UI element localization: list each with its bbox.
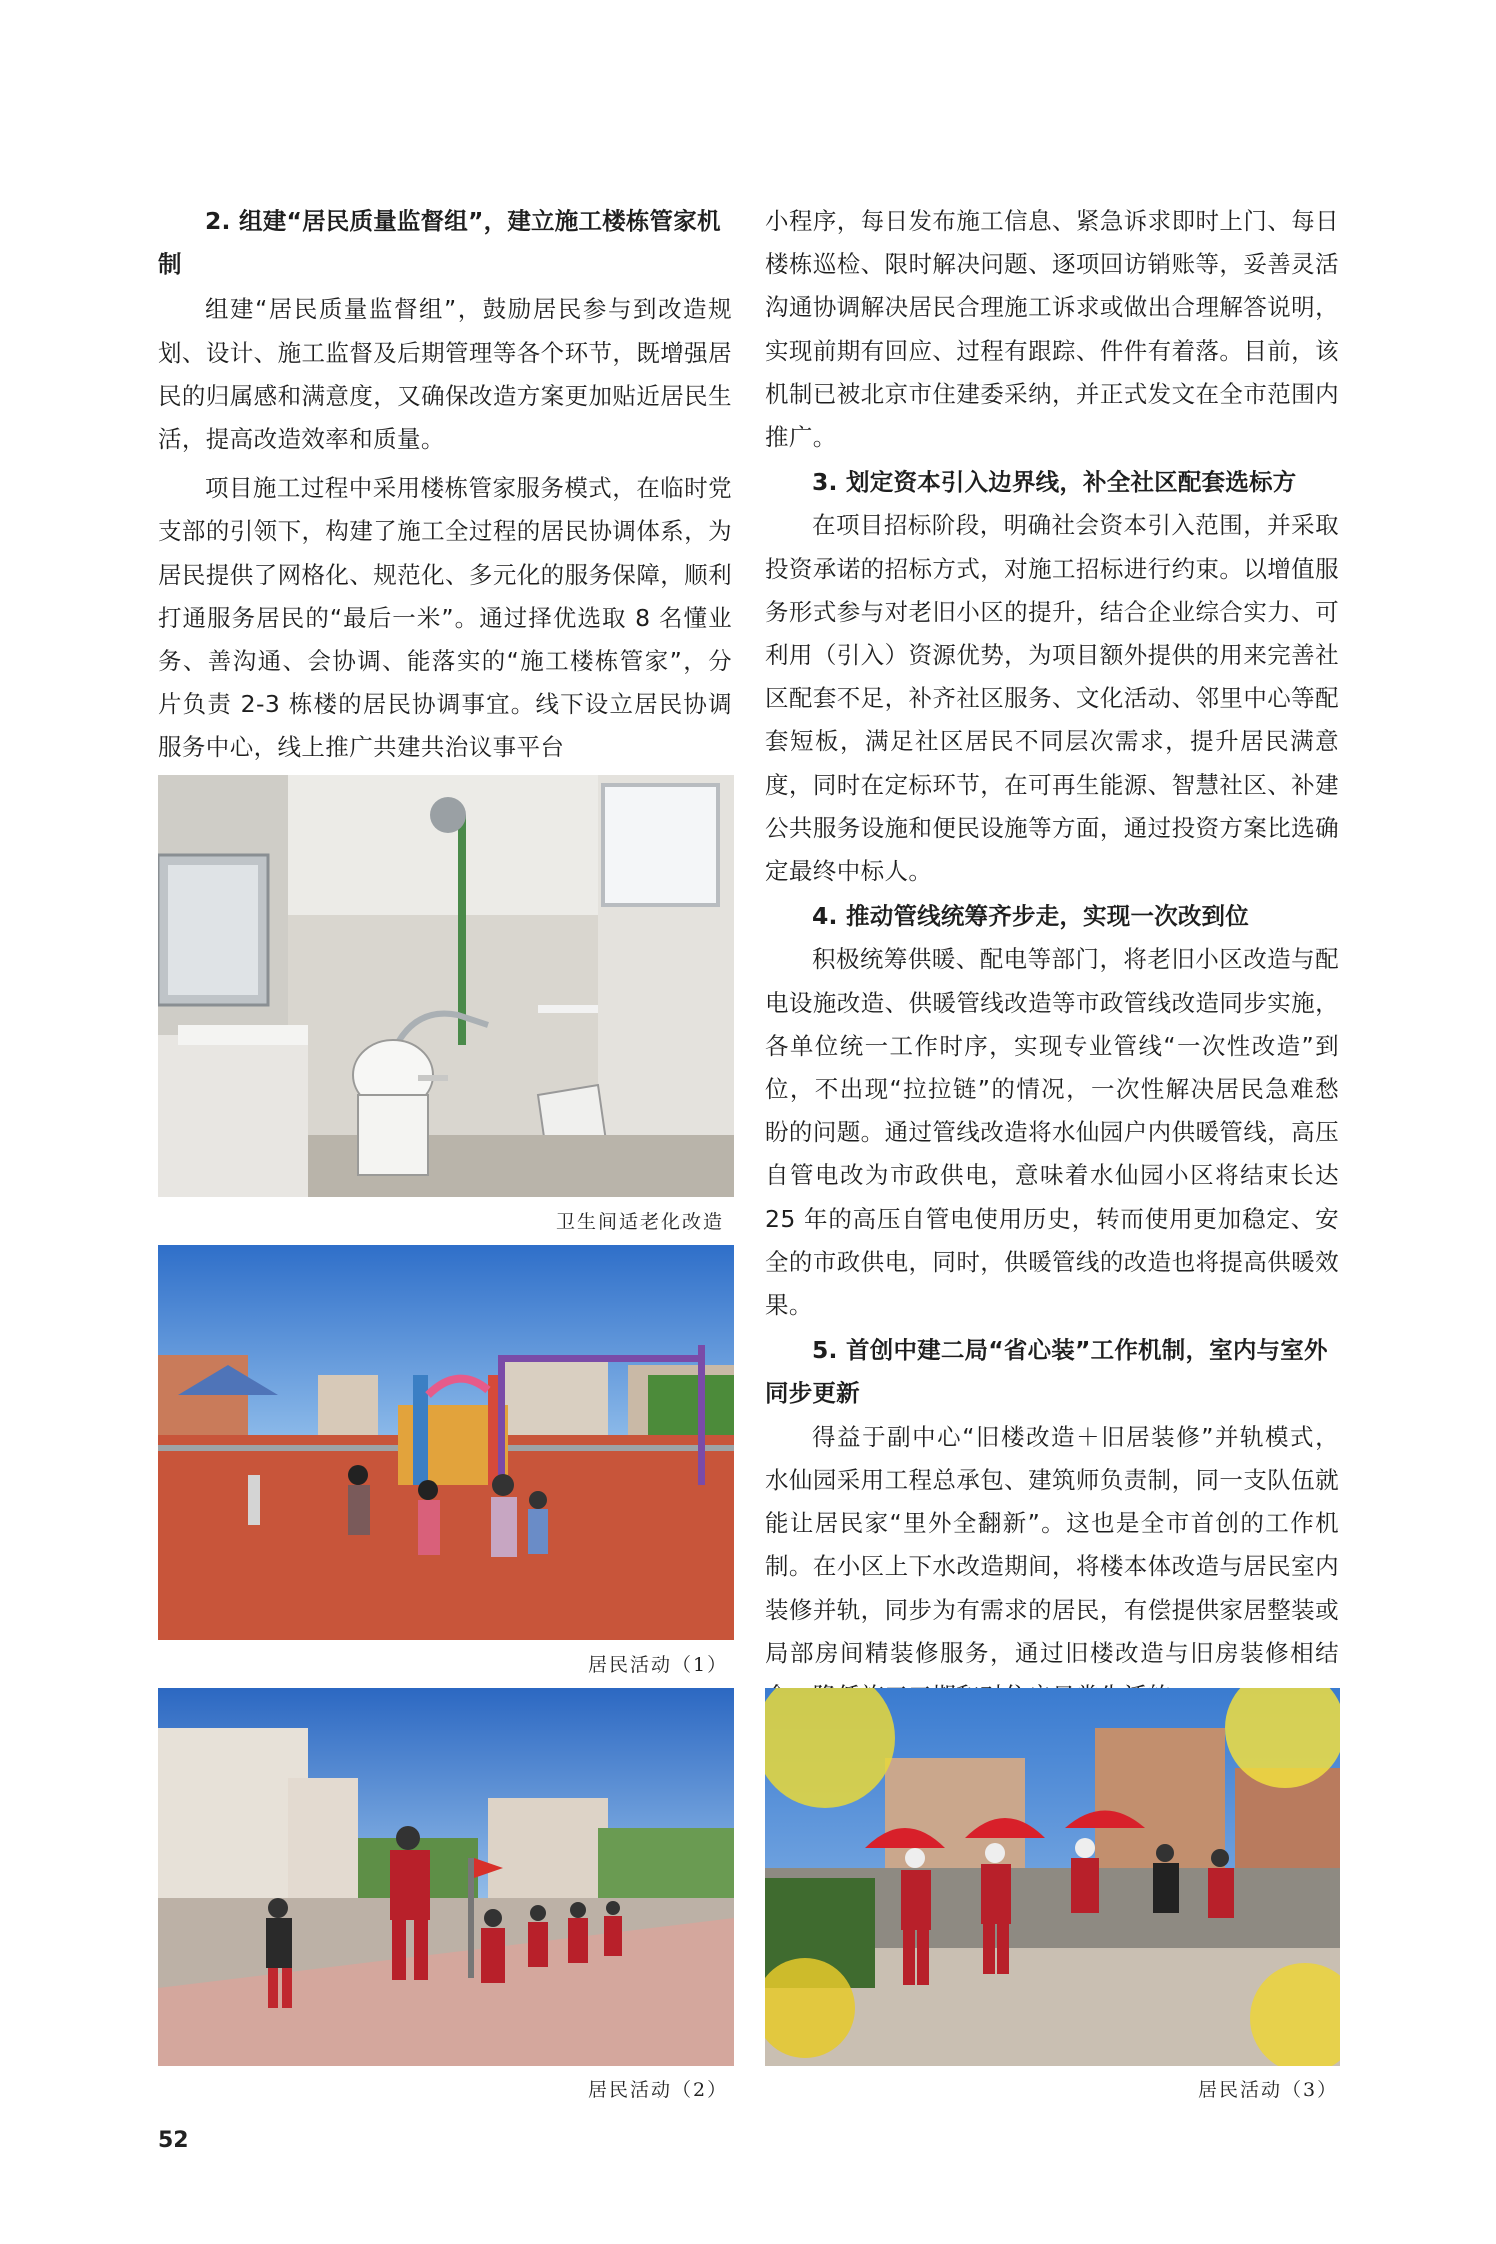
- right-column: [765, 200, 1339, 1718]
- paragraph: 项目施工过程中采用楼栋管家服务模式，在临时党支部的引领下，构建了施工全过程的居民协调体系，为居民提供了网格化、规范化、多元化的服务保障，顺利打通服务居民的“最后一米”。通过择优选取 8 名懂业务、善沟通、会协调、能落实的“施工楼栋管家”，分片负责 2-3 栋楼的居民协调事宜。线下设立居民协调服务中心，线上推广共建共治议事平台: [158, 474, 732, 762]
- bathroom-photo: [158, 775, 734, 1197]
- section-heading-4: 4. 推动管线统筹齐步走，实现一次改到位: [812, 902, 1249, 931]
- left-column: [158, 200, 732, 770]
- paragraph: 组建“居民质量监督组”，鼓励居民参与到改造规划、设计、施工监督及后期管理等各个环节，既增强居民的归属感和满意度，又确保改造方案更加贴近居民生活，提高改造效率和质量。: [158, 295, 732, 454]
- activity3-photo: [765, 1688, 1340, 2066]
- activity2-photo: [158, 1688, 734, 2066]
- paragraph: 得益于副中心“旧楼改造＋旧居装修”并轨模式，水仙园采用工程总承包、建筑师负责制，同一支队伍就能让居民家“里外全翻新”。这也是全市首创的工作机制。在小区上下水改造期间，将楼本体改造与居民室内装修并轨，同步为有需求的居民，有偿提供家居整装或局部房间精装修服务，通过旧楼改造与旧房装修相结: [765, 1422, 1339, 1667]
- paragraph: 小程序，每日发布施工信息、紧急诉求即时上门、每日楼栋巡检、限时解决问题、逐项回访销账等，妥善灵活沟通协调解决居民合理施工诉求或做出合理解答说明，实现前期有回应、过程有跟踪、件件有着落。目前，该机制已被北京市住建委采纳，并正式发文在全市范围内推广。: [765, 207, 1339, 452]
- activity2-caption: 居民活动（2）: [588, 2079, 729, 2101]
- section-heading-3: 3. 划定资本引入边界线，补全社区配套选标方: [812, 468, 1297, 497]
- activity3-caption: 居民活动（3）: [1198, 2079, 1339, 2101]
- section-heading-5: 5. 首创中建二局“省心装”工作机制，室内与室外同步更新: [765, 1336, 1328, 1408]
- page-number: 52: [158, 2128, 189, 2153]
- bathroom-caption: 卫生间适老化改造: [556, 1211, 725, 1233]
- activity1-photo: [158, 1245, 734, 1640]
- activity1-caption: 居民活动（1）: [588, 1654, 729, 1676]
- paragraph: 在项目招标阶段，明确社会资本引入范围，并采取投资承诺的招标方式，对施工招标进行约束。以增值服务形式参与对老旧小区的提升，结合企业综合实力、可利用（引入）资源优势，为项目额外提供的用来完善社区配套不足，补齐社区服务、文化活动、邻里中心等配套短板，满足社区居民不同层次需求，提升居民满意度，同时在定标环节，在可再生能源、智慧社区、补建公共服务设施和便民设施等方面，通过投资方案比选确定最终中标人。: [765, 511, 1339, 886]
- paragraph: 积极统筹供暖、配电等部门，将老旧小区改造与配电设施改造、供暖管线改造等市政管线改造同步实施，各单位统一工作时序，实现专业管线“一次性改造”到位，不出现“拉拉链”的情况，一次性解决居民急难愁盼的问题。通过管线改造将水仙园户内供暖管线，高压自管电改为市政供电，意味着水仙园小区将结束长达 25 年的高压自管电使用历史，转而使用更加稳定、安全的市政供电，同时，供暖管线的改造也将提高供暖效果。: [765, 945, 1339, 1320]
- section-heading-2: 2. 组建“居民质量监督组”，建立施工楼栋管家机制: [158, 207, 721, 279]
